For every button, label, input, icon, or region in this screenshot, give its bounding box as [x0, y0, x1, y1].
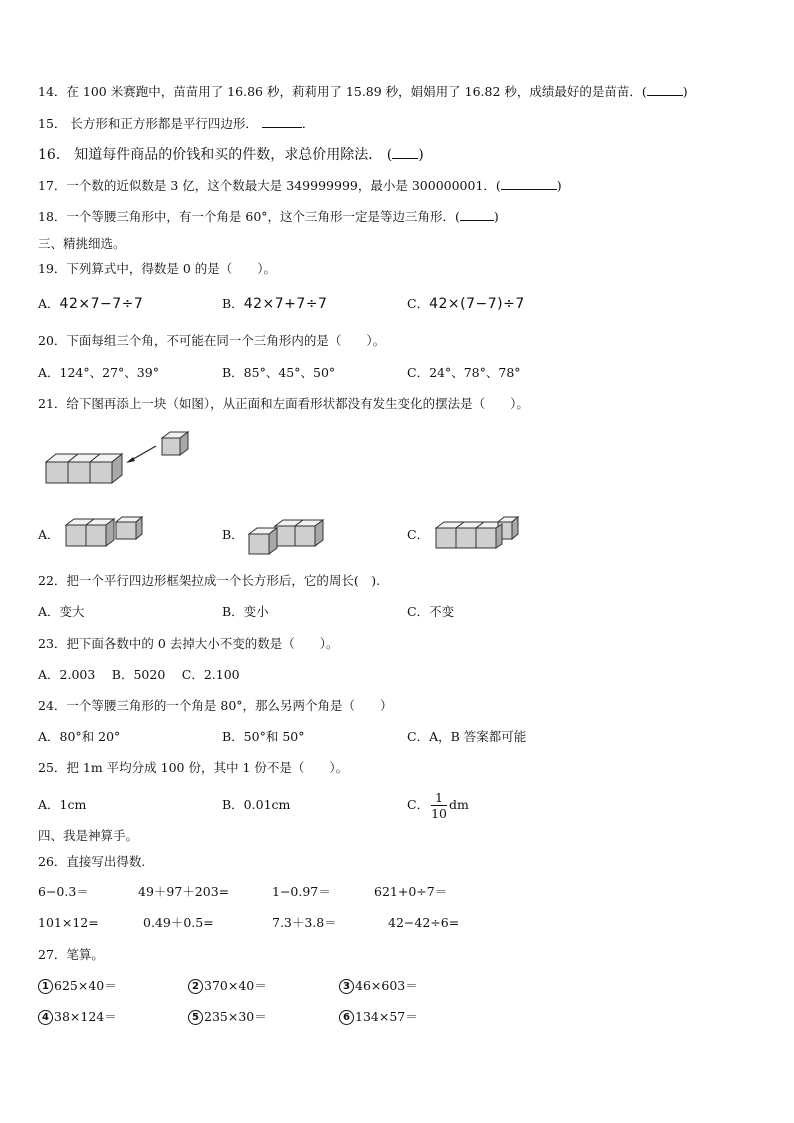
option-24a[interactable]: A．80°和 20°: [38, 729, 121, 744]
calc-item: 0.49＋0.5=: [143, 915, 214, 930]
written-calc-item: 6 134×57＝: [339, 1009, 418, 1025]
answer-blank[interactable]: [501, 177, 557, 190]
options-23[interactable]: A．2.003 B．5020 C．2.100: [38, 667, 240, 682]
option-22c[interactable]: C．不变: [407, 604, 455, 619]
option-19c[interactable]: C．42×(7−7)÷7: [407, 296, 525, 312]
calc-item: 42−42÷6=: [388, 915, 460, 930]
option-22b[interactable]: B．变小: [222, 604, 269, 619]
written-calc-item: 2 370×40＝: [188, 978, 267, 994]
question-18: 18．一个等腰三角形中，有一个角是 60°，这个三角形一定是等边三角形．( ): [38, 209, 499, 224]
extra-cube: [162, 432, 188, 455]
written-calc-item: 4 38×124＝: [38, 1009, 117, 1025]
option-19b[interactable]: B．42×7+7÷7: [222, 296, 328, 312]
option-19a[interactable]: A．42×7−7÷7: [38, 296, 144, 312]
question-22: 22．把一个平行四边形框架拉成一个长方形后，它的周长( ).: [38, 573, 381, 588]
calc-item: 6−0.3＝: [38, 884, 89, 899]
option-25a[interactable]: A．1cm: [38, 797, 87, 812]
answer-blank[interactable]: [262, 115, 302, 128]
calc-item: 1−0.97＝: [272, 884, 331, 899]
question-24: 24．一个等腰三角形的一个角是 80°，那么另两个角是（ ）: [38, 698, 393, 713]
option-25b[interactable]: B．0.01cm: [222, 797, 291, 812]
section-3-heading: 三、精挑细选。: [38, 236, 126, 251]
written-calc-item: 5 235×30＝: [188, 1009, 267, 1025]
question-16: 16． 知道每件商品的价钱和买的件数，求总价用除法． ( ): [38, 147, 424, 163]
section-4-heading: 四、我是神算手。: [38, 828, 139, 843]
question-27: 27．笔算。: [38, 947, 104, 962]
option-20a[interactable]: A．124°、27°、39°: [38, 365, 159, 380]
option-24b[interactable]: B．50°和 50°: [222, 729, 305, 744]
question-19: 19．下列算式中，得数是 0 的是（ ）。: [38, 261, 277, 276]
base-cubes: [46, 454, 122, 483]
option-21c[interactable]: C．: [407, 527, 430, 542]
option-20c[interactable]: C．24°、78°、78°: [407, 365, 521, 380]
option-22a[interactable]: A．变大: [38, 604, 85, 619]
answer-blank[interactable]: [392, 146, 418, 159]
written-calc-item: 1 625×40＝: [38, 978, 117, 994]
question-21: 21．给下图再添上一块（如图），从正面和左面看形状都没有发生变化的摆法是（ ）。: [38, 396, 529, 411]
question-14: 14．在 100 米赛跑中，苗苗用了 16.86 秒，莉莉用了 15.89 秒，娟娟用了 16.82 秒，成绩最好的是苗苗．( ): [38, 84, 688, 99]
option-24c[interactable]: C．A，B 答案都可能: [407, 729, 527, 744]
cube-stack-figure: [40, 428, 200, 490]
written-calc-item: 3 46×603＝: [339, 978, 418, 994]
calc-item: 101×12=: [38, 915, 99, 930]
calc-item: 7.3＋3.8＝: [272, 915, 337, 930]
answer-blank[interactable]: [647, 83, 683, 96]
option-20b[interactable]: B．85°、45°、50°: [222, 365, 336, 380]
question-25: 25．把 1m 平均分成 100 份，其中 1 份不是（ ）。: [38, 760, 349, 775]
option-21a-figure[interactable]: [62, 514, 152, 552]
question-20: 20．下面每组三个角，不可能在同一个三角形内的是（ ）。: [38, 333, 386, 348]
fraction: $\frac{1}{10}$: [431, 790, 447, 821]
question-23: 23．把下面各数中的 0 去掉大小不变的数是（ ）。: [38, 636, 339, 651]
option-21b-figure[interactable]: [245, 514, 340, 560]
option-21a[interactable]: A．: [38, 527, 60, 542]
calc-item: 49＋97＋203=: [138, 884, 230, 899]
answer-blank[interactable]: [460, 208, 494, 221]
question-15: 15． 长方形和正方形都是平行四边形． ．: [38, 116, 315, 131]
arrow-head: [126, 457, 135, 463]
option-21c-figure[interactable]: [432, 514, 527, 554]
question-26: 26．直接写出得数.: [38, 854, 146, 869]
option-21b[interactable]: B．: [222, 527, 244, 542]
question-17: 17．一个数的近似数是 3 亿，这个数最大是 349999999，最小是 300000001．( ): [38, 178, 562, 193]
option-25c[interactable]: C． $\frac{1}{10}$ dm: [407, 790, 469, 821]
calc-item: 621+0÷7＝: [374, 884, 448, 899]
